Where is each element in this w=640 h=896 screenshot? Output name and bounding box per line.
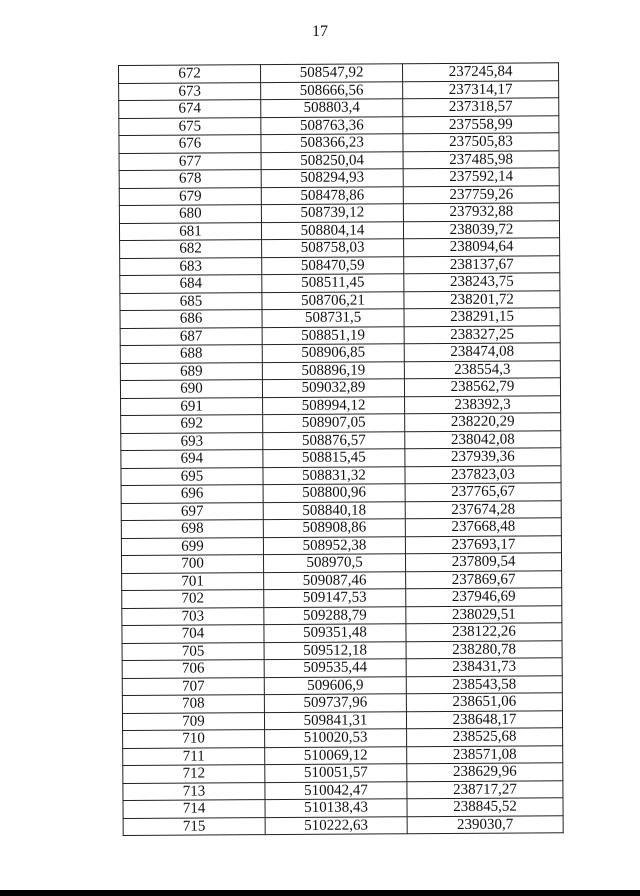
point-number-cell: 702 xyxy=(122,590,264,608)
y-coordinate-cell: 238137,67 xyxy=(404,255,560,273)
x-coordinate-cell: 508876,57 xyxy=(263,431,405,449)
table-row xyxy=(119,98,559,118)
y-coordinate-cell: 237314,17 xyxy=(403,80,559,98)
point-number-cell: 714 xyxy=(123,800,265,818)
table-row xyxy=(120,273,560,293)
y-coordinate-cell: 238629,96 xyxy=(407,763,563,781)
x-coordinate-cell: 508803,4 xyxy=(261,99,403,117)
x-coordinate-cell: 509512,18 xyxy=(264,641,406,659)
x-coordinate-cell: 508706,21 xyxy=(262,291,404,309)
point-number-cell: 682 xyxy=(120,240,262,258)
point-number-cell: 690 xyxy=(120,380,262,398)
table-row xyxy=(121,535,561,555)
point-number-cell: 674 xyxy=(119,100,261,118)
y-coordinate-cell: 238431,73 xyxy=(406,658,562,676)
x-coordinate-cell: 508731,5 xyxy=(262,309,404,327)
point-number-cell: 697 xyxy=(121,502,263,520)
point-number-cell: 686 xyxy=(120,310,262,328)
x-coordinate-cell: 508831,32 xyxy=(263,466,405,484)
coordinates-table xyxy=(118,62,564,836)
x-coordinate-cell: 508366,23 xyxy=(261,134,403,152)
y-coordinate-cell: 238327,25 xyxy=(404,325,560,343)
y-coordinate-cell: 238122,26 xyxy=(406,623,562,641)
table-row xyxy=(119,185,559,205)
x-coordinate-cell: 510051,57 xyxy=(265,764,407,782)
point-number-cell: 691 xyxy=(121,397,263,415)
y-coordinate-cell: 238474,08 xyxy=(404,343,560,361)
table-row xyxy=(121,465,561,485)
x-coordinate-cell: 508763,36 xyxy=(261,116,403,134)
x-coordinate-cell: 509351,48 xyxy=(264,624,406,642)
point-number-cell: 712 xyxy=(123,765,265,783)
point-number-cell: 708 xyxy=(122,695,264,713)
point-number-cell: 679 xyxy=(119,187,261,205)
point-number-cell: 688 xyxy=(120,345,262,363)
x-coordinate-cell: 508970,5 xyxy=(263,554,405,572)
y-coordinate-cell: 237946,69 xyxy=(406,588,562,606)
table-row xyxy=(120,255,560,275)
x-coordinate-cell: 509606,9 xyxy=(264,676,406,694)
point-number-cell: 705 xyxy=(122,642,264,660)
table-row xyxy=(120,290,560,310)
table-row xyxy=(120,378,560,398)
x-coordinate-cell: 508906,85 xyxy=(262,344,404,362)
x-coordinate-cell: 508907,05 xyxy=(263,414,405,432)
y-coordinate-cell: 238291,15 xyxy=(404,308,560,326)
x-coordinate-cell: 508896,19 xyxy=(262,361,404,379)
point-number-cell: 713 xyxy=(123,782,265,800)
coordinates-table-body xyxy=(119,63,564,836)
y-coordinate-cell: 238029,51 xyxy=(406,605,562,623)
point-number-cell: 689 xyxy=(120,362,262,380)
x-coordinate-cell: 508250,04 xyxy=(261,151,403,169)
x-coordinate-cell: 508952,38 xyxy=(263,536,405,554)
y-coordinate-cell: 237505,83 xyxy=(403,133,559,151)
x-coordinate-cell: 508800,96 xyxy=(263,484,405,502)
point-number-cell: 694 xyxy=(121,450,263,468)
table-row xyxy=(121,483,561,503)
point-number-cell: 703 xyxy=(122,607,264,625)
y-coordinate-cell: 237765,67 xyxy=(405,483,561,501)
x-coordinate-cell: 509087,46 xyxy=(264,571,406,589)
y-coordinate-cell: 237823,03 xyxy=(405,465,561,483)
x-coordinate-cell: 510138,43 xyxy=(265,799,407,817)
x-coordinate-cell: 508994,12 xyxy=(263,396,405,414)
x-coordinate-cell: 510042,47 xyxy=(265,781,407,799)
table-row xyxy=(121,518,561,538)
x-coordinate-cell: 508804,14 xyxy=(261,221,403,239)
y-coordinate-cell: 238039,72 xyxy=(403,220,559,238)
point-number-cell: 696 xyxy=(121,485,263,503)
y-coordinate-cell: 238554,3 xyxy=(404,360,560,378)
x-coordinate-cell: 510020,53 xyxy=(265,729,407,747)
point-number-cell: 678 xyxy=(119,170,261,188)
y-coordinate-cell: 237869,67 xyxy=(406,570,562,588)
point-number-cell: 675 xyxy=(119,117,261,135)
y-coordinate-cell: 237693,17 xyxy=(405,535,561,553)
scan-bottom-edge xyxy=(0,890,640,896)
y-coordinate-cell: 238392,3 xyxy=(405,395,561,413)
point-number-cell: 711 xyxy=(123,747,265,765)
x-coordinate-cell: 509288,79 xyxy=(264,606,406,624)
y-coordinate-cell: 237759,26 xyxy=(403,185,559,203)
point-number-cell: 710 xyxy=(123,730,265,748)
point-number-cell: 698 xyxy=(121,520,263,538)
x-coordinate-cell: 508758,03 xyxy=(262,239,404,257)
point-number-cell: 695 xyxy=(121,467,263,485)
table-row xyxy=(121,413,561,433)
y-coordinate-cell: 238648,17 xyxy=(406,710,562,728)
x-coordinate-cell: 508478,86 xyxy=(261,186,403,204)
table-row xyxy=(120,325,560,345)
table-row xyxy=(121,448,561,468)
table-row xyxy=(120,343,560,363)
point-number-cell: 693 xyxy=(121,432,263,450)
y-coordinate-cell: 238220,29 xyxy=(405,413,561,431)
x-coordinate-cell: 510069,12 xyxy=(265,746,407,764)
y-coordinate-cell: 237485,98 xyxy=(403,150,559,168)
x-coordinate-cell: 508815,45 xyxy=(263,449,405,467)
x-coordinate-cell: 509841,31 xyxy=(264,711,406,729)
y-coordinate-cell: 238717,27 xyxy=(407,780,563,798)
x-coordinate-cell: 509535,44 xyxy=(264,659,406,677)
table-row xyxy=(120,238,560,258)
y-coordinate-cell: 239030,7 xyxy=(407,815,563,833)
point-number-cell: 687 xyxy=(120,327,262,345)
table-row xyxy=(119,220,559,240)
y-coordinate-cell: 237932,88 xyxy=(403,203,559,221)
x-coordinate-cell: 508511,45 xyxy=(262,274,404,292)
y-coordinate-cell: 238042,08 xyxy=(405,430,561,448)
y-coordinate-cell: 238243,75 xyxy=(404,273,560,291)
table-row xyxy=(119,115,559,135)
table-row xyxy=(119,63,559,83)
y-coordinate-cell: 237939,36 xyxy=(405,448,561,466)
point-number-cell: 684 xyxy=(120,275,262,293)
table-row xyxy=(120,308,560,328)
x-coordinate-cell: 508666,56 xyxy=(261,81,403,99)
point-number-cell: 683 xyxy=(120,257,262,275)
x-coordinate-cell: 508840,18 xyxy=(263,501,405,519)
x-coordinate-cell: 508851,19 xyxy=(262,326,404,344)
point-number-cell: 699 xyxy=(121,537,263,555)
x-coordinate-cell: 509147,53 xyxy=(264,589,406,607)
point-number-cell: 685 xyxy=(120,292,262,310)
x-coordinate-cell: 508294,93 xyxy=(261,169,403,187)
point-number-cell: 709 xyxy=(122,712,264,730)
point-number-cell: 692 xyxy=(121,415,263,433)
y-coordinate-cell: 237558,99 xyxy=(403,115,559,133)
y-coordinate-cell: 238845,52 xyxy=(407,798,563,816)
y-coordinate-cell: 238201,72 xyxy=(404,290,560,308)
x-coordinate-cell: 508470,59 xyxy=(262,256,404,274)
point-number-cell: 677 xyxy=(119,152,261,170)
page-number: 17 xyxy=(312,23,328,40)
point-number-cell: 707 xyxy=(122,677,264,695)
x-coordinate-cell: 508908,86 xyxy=(263,519,405,537)
x-coordinate-cell: 509737,96 xyxy=(264,694,406,712)
table-row xyxy=(120,360,560,380)
point-number-cell: 701 xyxy=(122,572,264,590)
table-row xyxy=(119,168,559,188)
point-number-cell: 673 xyxy=(119,82,261,100)
y-coordinate-cell: 238571,08 xyxy=(407,745,563,763)
y-coordinate-cell: 237245,84 xyxy=(402,63,558,81)
x-coordinate-cell: 510222,63 xyxy=(265,816,407,834)
table-row xyxy=(119,150,559,170)
y-coordinate-cell: 238562,79 xyxy=(404,378,560,396)
x-coordinate-cell: 508547,92 xyxy=(261,64,403,82)
point-number-cell: 676 xyxy=(119,135,261,153)
point-number-cell: 715 xyxy=(123,817,265,835)
y-coordinate-cell: 238651,06 xyxy=(406,693,562,711)
y-coordinate-cell: 237318,57 xyxy=(403,98,559,116)
y-coordinate-cell: 238280,78 xyxy=(406,640,562,658)
point-number-cell: 680 xyxy=(119,205,261,223)
point-number-cell: 704 xyxy=(122,625,264,643)
point-number-cell: 681 xyxy=(119,222,261,240)
point-number-cell: 700 xyxy=(121,555,263,573)
table-row xyxy=(121,430,561,450)
table-row xyxy=(121,395,561,415)
point-number-cell: 672 xyxy=(119,65,261,83)
y-coordinate-cell: 237674,28 xyxy=(405,500,561,518)
table-row xyxy=(119,133,559,153)
y-coordinate-cell: 238094,64 xyxy=(404,238,560,256)
table-row xyxy=(121,500,561,520)
x-coordinate-cell: 508739,12 xyxy=(261,204,403,222)
point-number-cell: 706 xyxy=(122,660,264,678)
y-coordinate-cell: 237592,14 xyxy=(403,168,559,186)
table-row xyxy=(119,203,559,223)
y-coordinate-cell: 237668,48 xyxy=(405,518,561,536)
table-row xyxy=(119,80,559,100)
y-coordinate-cell: 238543,58 xyxy=(406,675,562,693)
x-coordinate-cell: 509032,89 xyxy=(262,379,404,397)
y-coordinate-cell: 237809,54 xyxy=(405,553,561,571)
table-row xyxy=(123,815,563,835)
y-coordinate-cell: 238525,68 xyxy=(407,728,563,746)
